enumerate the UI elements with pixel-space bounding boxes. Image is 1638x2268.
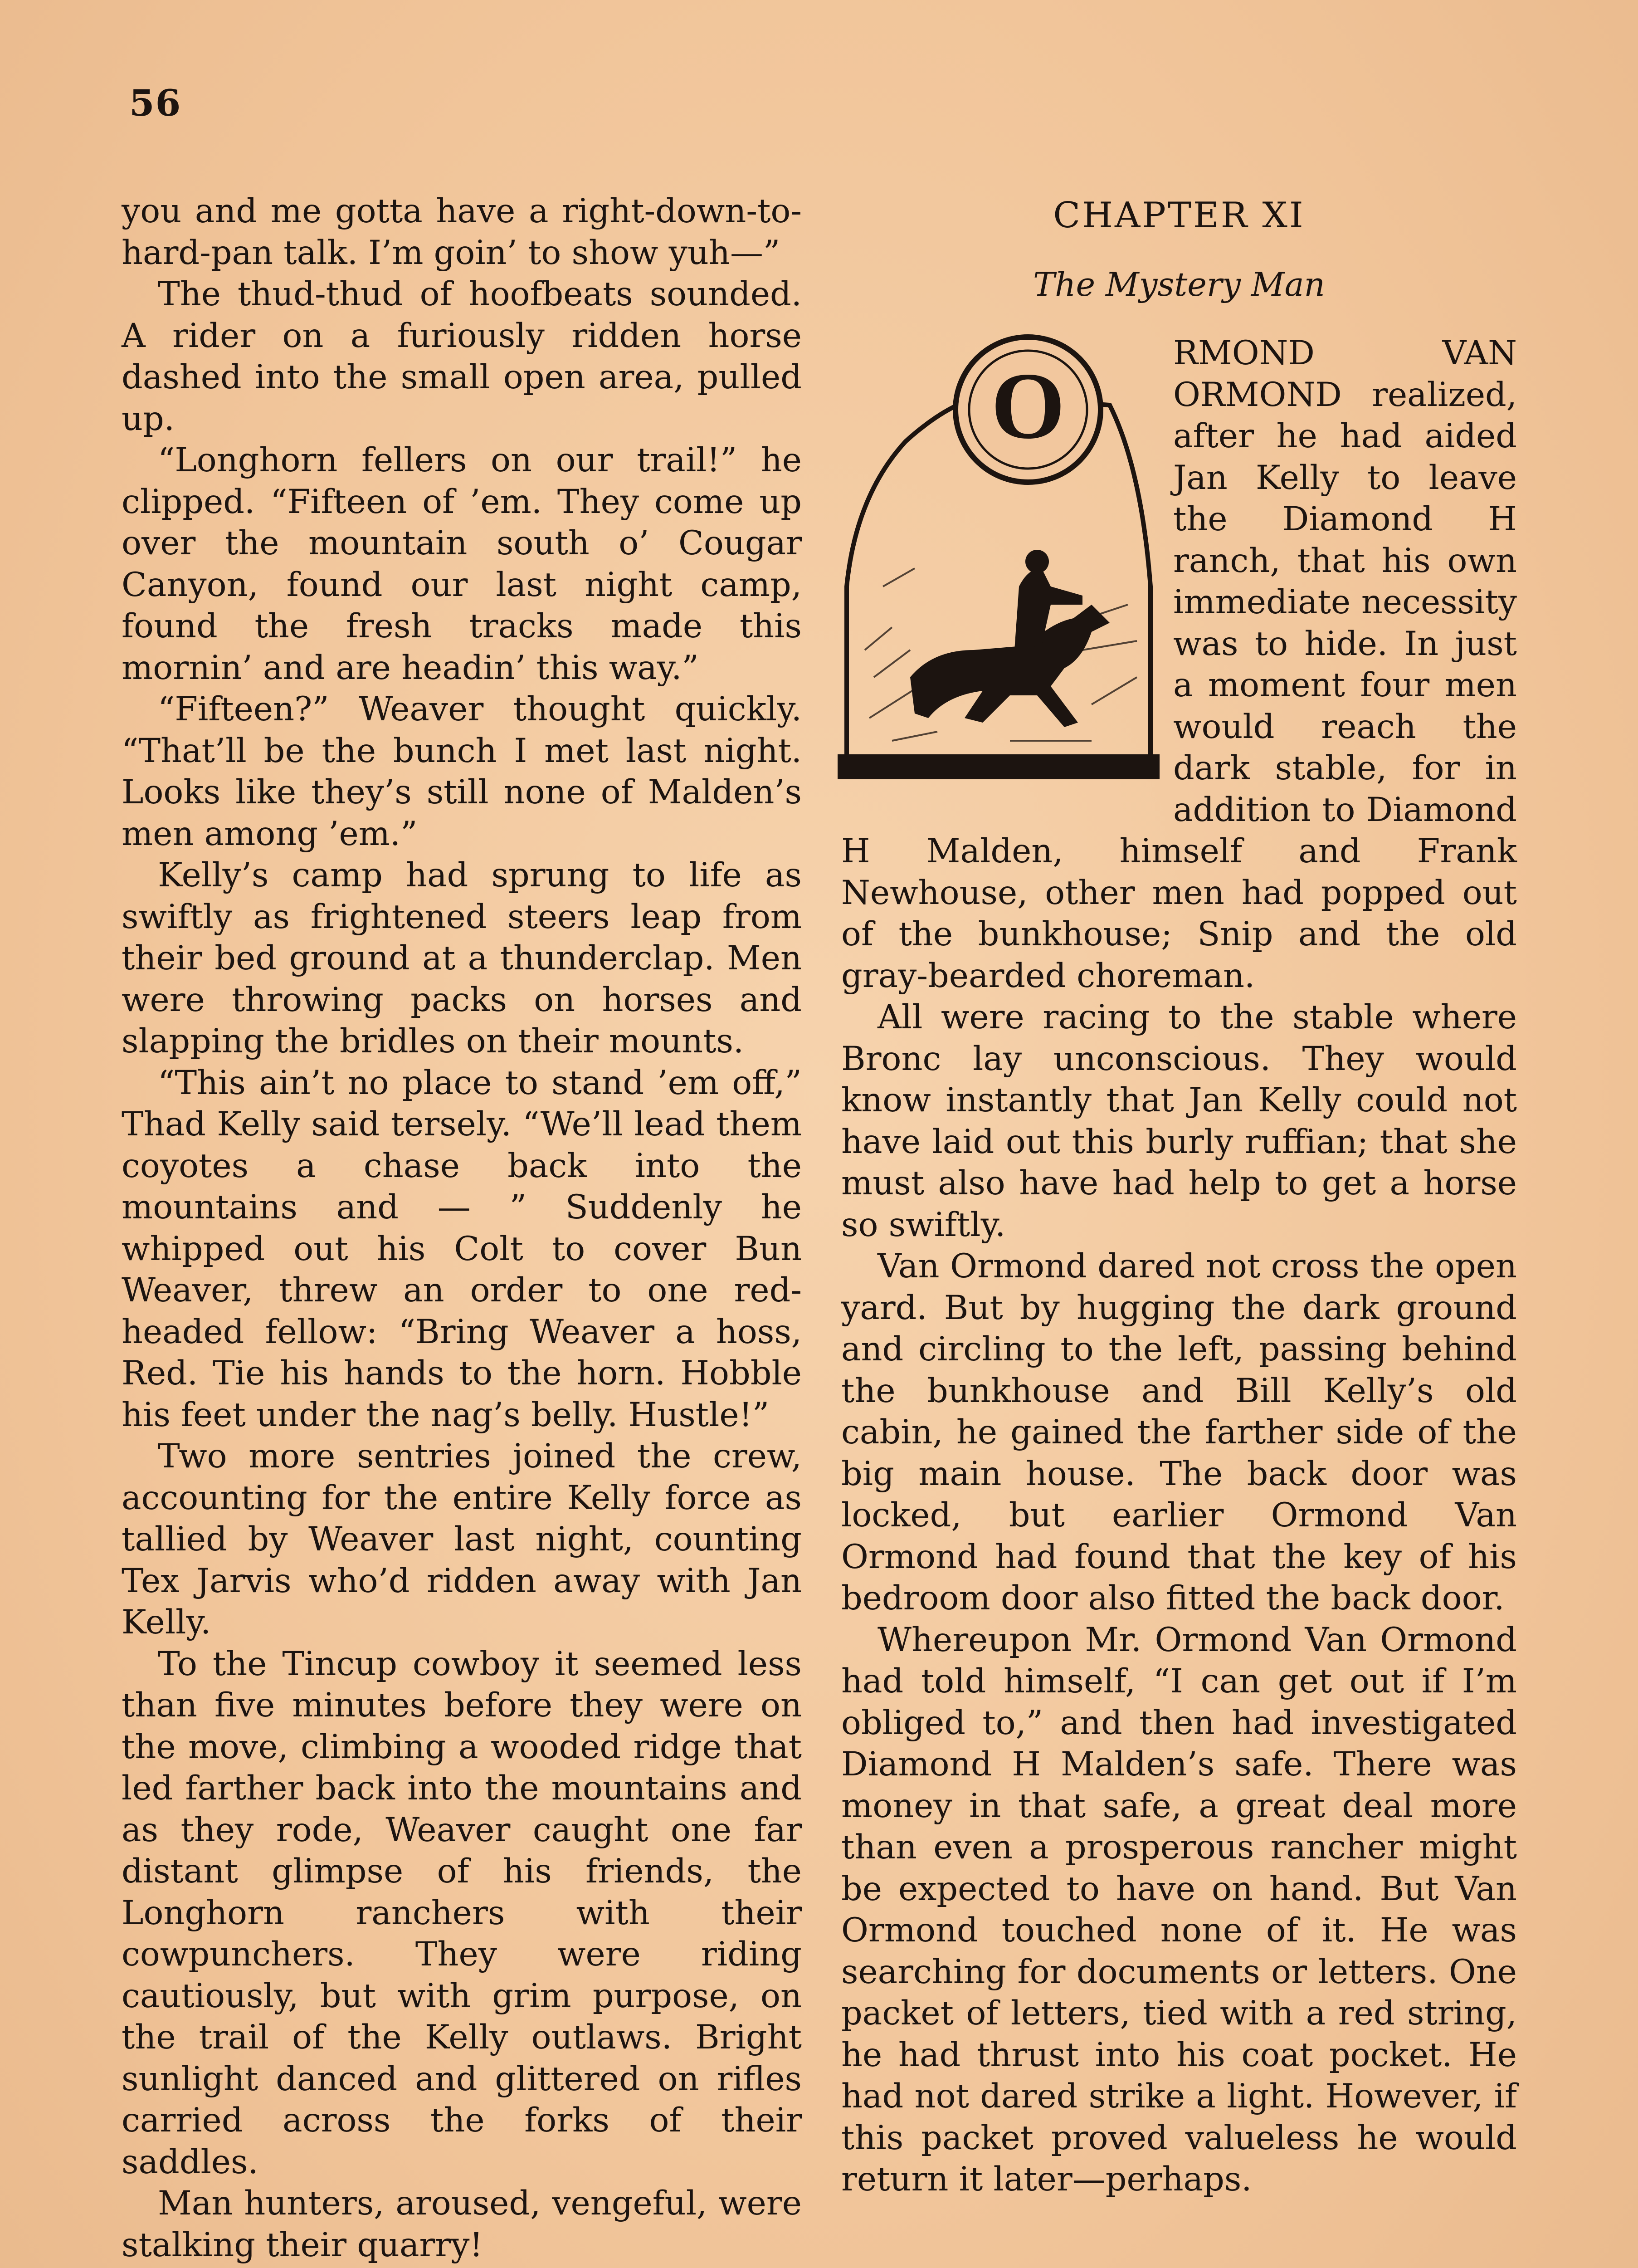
right-column — [841, 191, 1517, 2200]
chapter-subtitle: The Mystery Man — [1033, 265, 1325, 303]
paragraph: “Fifteen?” Weaver thought quickly. “That’ll be the bunch I met last night. Looks like they’s still none of Malden’s men among ’em.” — [122, 690, 802, 853]
paragraph: “Longhorn fellers on our trail!” he clipped. “Fifteen of ’em. They come up over the mountain south o’ Cougar Canyon, found our last night camp, found the fresh tracks made this mornin’ and are headin’ this way.” — [122, 441, 802, 687]
paragraph: “This ain’t no place to stand ’em off,” Thad Kelly said tersely. “We’ll lead them coyotes a chase back into the mountains and — ” Suddenly he whipped out his Colt to cover Bun Weaver, threw an order to one red-headed fellow: “Bring Weaver a hoss, Red. Tie his hands to the horn. Hobble his feet under the nag’s belly. Hustle!” — [122, 1063, 802, 1434]
chapter-title: CHAPTER XI — [1053, 195, 1305, 236]
paragraph: The thud-thud of hoofbeats sounded. A rider on a furiously ridden horse dashed into the small open area, pulled up. — [122, 275, 802, 438]
page-number: 56 — [129, 82, 182, 124]
left-column — [122, 191, 802, 2266]
paragraph: you and me gotta have a right-down-to-hard-pan talk. I’m goin’ to show yuh—” — [122, 192, 802, 272]
paragraph: Whereupon Mr. Ormond Van Ormond had told himself, “I can get out if I’m obliged to,” and then had investigated Diamond H Malden’s safe. There was money in that safe, a great deal more than even a prosperous rancher might be expected to have on hand. But Van Ormond touched none of it. He was searching for documents or letters. One packet of letters, tied with a red string, he had thrust into his coat pocket. He had not dared strike a light. However, if this packet proved valueless he would return it later—perhaps. — [841, 1620, 1517, 2199]
paragraph: To the Tincup cowboy it seemed less than five minutes before they were on the move, climbing a wooded ridge that led farther back into the mountains and as they rode, Weaver caught one far distant glimpse of his friends, the Longhorn ranchers with their cowpunchers. They were riding cautiously, but with grim purpose, on the trail of the Kelly outlaws. Bright sunlight danced and glittered on rifles carried across the forks of their saddles. — [122, 1644, 802, 2181]
drop-cap: O — [991, 353, 1065, 459]
paragraph: Van Ormond dared not cross the open yard. But by hugging the dark ground and circling to the left, passing behind the bunkhouse and Bill Kelly’s old cabin, he gained the farther side of the big main house. The back door was locked, but earlier Ormond Van Ormond had found that the key of his bedroom door also fitted the back door. — [841, 1247, 1517, 1618]
paragraph: All were racing to the stable where Bronc lay unconscious. They would know instantly that Jan Kelly could not have laid out this burly ruffian; that she must also have had help to get a horse so swiftly. — [841, 998, 1517, 1244]
drop-cap-illustration — [838, 332, 1160, 786]
horse-rider-illustration — [838, 332, 1160, 786]
paragraph: RMOND VAN ORMOND realized, after he had aided Jan Kelly to leave the Diamond H ranch, that his own immediate necessity was to hide. In just a moment four men would reach the dark stable, for in addition to Diamond H Malden, himself and Frank Newhouse, other men had popped out of the bunkhouse; Snip and the old gray-bearded choreman. — [841, 334, 1517, 995]
paragraph: Two more sentries joined the crew, accounting for the entire Kelly force as tallied by Weaver last night, counting Tex Jarvis who’d ridden away with Jan Kelly. — [122, 1437, 802, 1642]
paragraph: Man hunters, aroused, vengeful, were stalking their quarry! — [122, 2184, 802, 2264]
paragraph: Kelly’s camp had sprung to life as swiftly as frightened steers leap from their bed ground at a thunderclap. Men were throwing packs on horses and slapping the bridles on their mounts. — [122, 856, 802, 1061]
